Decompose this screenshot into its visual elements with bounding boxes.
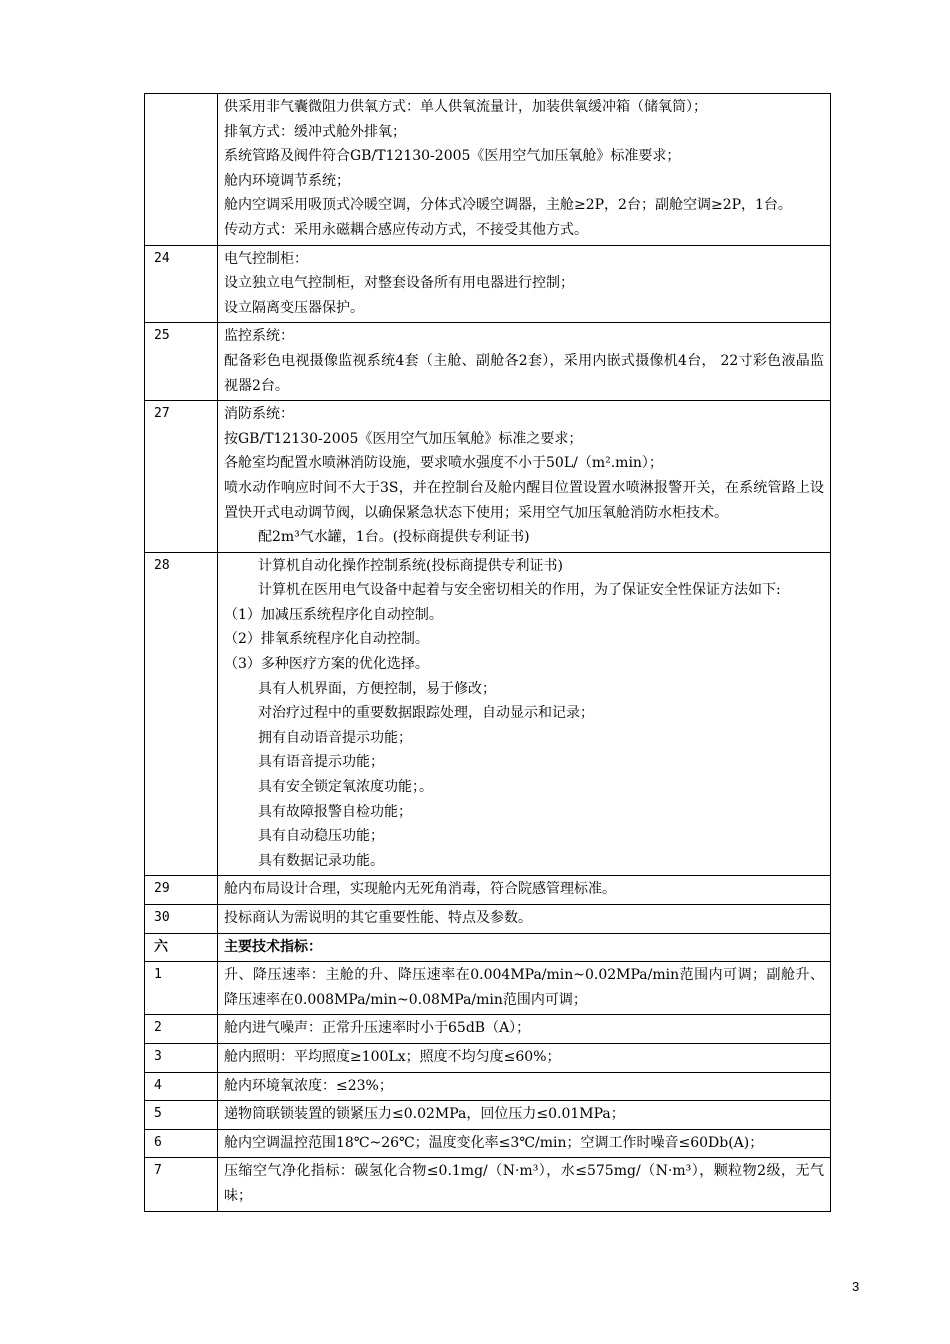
- row-content: [218, 1101, 831, 1130]
- text-line: 舱内环境调节系统；: [224, 172, 350, 189]
- table-row: [145, 94, 831, 246]
- table-row: [145, 1072, 831, 1101]
- table-row: [145, 933, 831, 962]
- text-line: （3）多种医疗方案的优化选择。: [224, 656, 429, 673]
- text-line: 具有故障报警自检功能；: [258, 803, 412, 820]
- row-number: 5: [145, 1101, 218, 1130]
- spec-table: [144, 93, 831, 1212]
- text-line: 舱内空调温控范围18℃~26℃；温度变化率≤3℃/min；空调工作时噪音≤60Db(A)；: [224, 1134, 764, 1151]
- text-line: 对治疗过程中的重要数据跟踪处理，自动显示和记录；: [258, 705, 594, 722]
- row-content: [218, 1043, 831, 1072]
- row-number: 1: [145, 962, 218, 1015]
- text-line: 舱内空调采用吸顶式冷暖空调，分体式冷暖空调器，主舱≥2P，2台；副舱空调≥2P，1台。: [224, 197, 792, 214]
- text-line: 按GB/T12130-2005《医用空气加压氧舱》标准之要求；: [224, 430, 583, 447]
- row-number: 2: [145, 1015, 218, 1044]
- table-row: [145, 245, 831, 323]
- table-row: [145, 962, 831, 1015]
- row-number: 28: [145, 552, 218, 876]
- text-line: 舱内布局设计合理，实现舱内无死角消毒，符合院感管理标准。: [224, 881, 616, 898]
- table-row: [145, 323, 831, 401]
- text-line: 供采用非气囊微阻力供氧方式：单人供氧流量计，加装供氧缓冲箱（储氧筒）；: [224, 99, 707, 115]
- row-content: [218, 1072, 831, 1101]
- row-content: [218, 94, 831, 246]
- text-line: 配2m³气水罐，1台。(投标商提供专利证书): [258, 529, 530, 546]
- text-line: 计算机自动化操作控制系统(投标商提供专利证书): [258, 557, 563, 574]
- row-number: 24: [145, 245, 218, 323]
- text-line: 具有人机界面，方便控制，易于修改；: [258, 680, 496, 697]
- text-line: 具有语音提示功能；: [258, 754, 384, 771]
- text-line: 具有数据记录功能。: [258, 852, 384, 869]
- text-line: 舱内进气噪声：正常升压速率时小于65dB（A）；: [224, 1020, 531, 1037]
- text-line: 监控系统：: [224, 328, 294, 345]
- row-number: 4: [145, 1072, 218, 1101]
- row-content: [218, 1129, 831, 1158]
- text-line: 设立隔离变压器保护。: [224, 299, 364, 316]
- text-line: 各舱室均配置水喷淋消防设施，要求喷水强度不小于50L/（m².min）；: [224, 455, 663, 472]
- row-number: 25: [145, 323, 218, 401]
- text-line: 舱内环境氧浓度：≤23%；: [224, 1077, 393, 1094]
- row-content: [218, 552, 831, 876]
- row-content: [218, 962, 831, 1015]
- text-line: 投标商认为需说明的其它重要性能、特点及参数。: [224, 910, 532, 926]
- table-row: [145, 1129, 831, 1158]
- row-number: 7: [145, 1158, 218, 1211]
- row-content: [218, 1158, 831, 1211]
- page-number: 3: [852, 1279, 860, 1294]
- text-line: 升、降压速率：主舱的升、降压速率在0.004MPa/min~0.02MPa/min范围内可调；副舱升、降压速率在0.008MPa/min~0.08MPa/min范围内可调；: [224, 967, 824, 1008]
- row-number: 27: [145, 401, 218, 553]
- text-line: 配备彩色电视摄像监视系统4套（主舱、副舱各2套），采用内嵌式摄像机4台， 22寸彩色液晶监视器2台。: [224, 352, 824, 394]
- row-content: [218, 1015, 831, 1044]
- text-line: （2）排氧系统程序化自动控制。: [224, 631, 429, 648]
- row-number: 6: [145, 1129, 218, 1158]
- row-number: [145, 94, 218, 246]
- text-line: 传动方式：采用永磁耦合感应传动方式，不接受其他方式。: [224, 221, 588, 238]
- text-line: 喷水动作响应时间不大于3S，并在控制台及舱内醒目位置设置水喷淋报警开关，在系统管路上设置快开式电动调节阀，以确保紧急状态下使用；采用空气加压氧舱消防水柜技术。: [224, 479, 824, 521]
- text-line: 具有自动稳压功能；: [258, 828, 384, 845]
- table-row: [145, 876, 831, 905]
- table-row: [145, 1158, 831, 1211]
- table-row: [145, 1043, 831, 1072]
- row-content: [218, 245, 831, 323]
- section-heading: [218, 933, 831, 962]
- row-content: [218, 401, 831, 553]
- text-line: 电气控制柜：: [224, 250, 308, 267]
- text-line: 具有安全锁定氧浓度功能；。: [258, 779, 433, 796]
- text-line: 主要技术指标：: [224, 938, 322, 955]
- text-line: 设立独立电气控制柜，对整套设备所有用电器进行控制；: [224, 275, 574, 292]
- row-content: [218, 876, 831, 905]
- text-line: 拥有自动语音提示功能；: [258, 729, 412, 746]
- text-line: 排氧方式：缓冲式舱外排氧；: [224, 123, 406, 140]
- text-line: 递物筒联锁装置的锁紧压力≤0.02MPa，回位压力≤0.01MPa；: [224, 1106, 625, 1123]
- text-line: 压缩空气净化指标：碳氢化合物≤0.1mg/（N·m³），水≤575mg/（N·m³），颗粒物2级，无气味；: [224, 1163, 824, 1204]
- text-line: 舱内照明：平均照度≥100Lx；照度不均匀度≤60%；: [224, 1048, 561, 1065]
- table-row: [145, 552, 831, 876]
- section-number: 六: [145, 933, 218, 962]
- row-number: 3: [145, 1043, 218, 1072]
- row-number: 30: [145, 905, 218, 934]
- row-content: [218, 323, 831, 401]
- table-row: [145, 401, 831, 553]
- table-row: [145, 905, 831, 934]
- text-line: 计算机在医用电气设备中起着与安全密切相关的作用，为了保证安全性保证方法如下:: [258, 582, 781, 599]
- table-row: [145, 1015, 831, 1044]
- row-number: 29: [145, 876, 218, 905]
- text-line: 系统管路及阀件符合GB/T12130-2005《医用空气加压氧舱》标准要求；: [224, 148, 681, 165]
- text-line: 消防系统：: [224, 406, 294, 423]
- table-row: [145, 1101, 831, 1130]
- text-line: （1）加减压系统程序化自动控制。: [224, 606, 443, 623]
- row-content: [218, 905, 831, 934]
